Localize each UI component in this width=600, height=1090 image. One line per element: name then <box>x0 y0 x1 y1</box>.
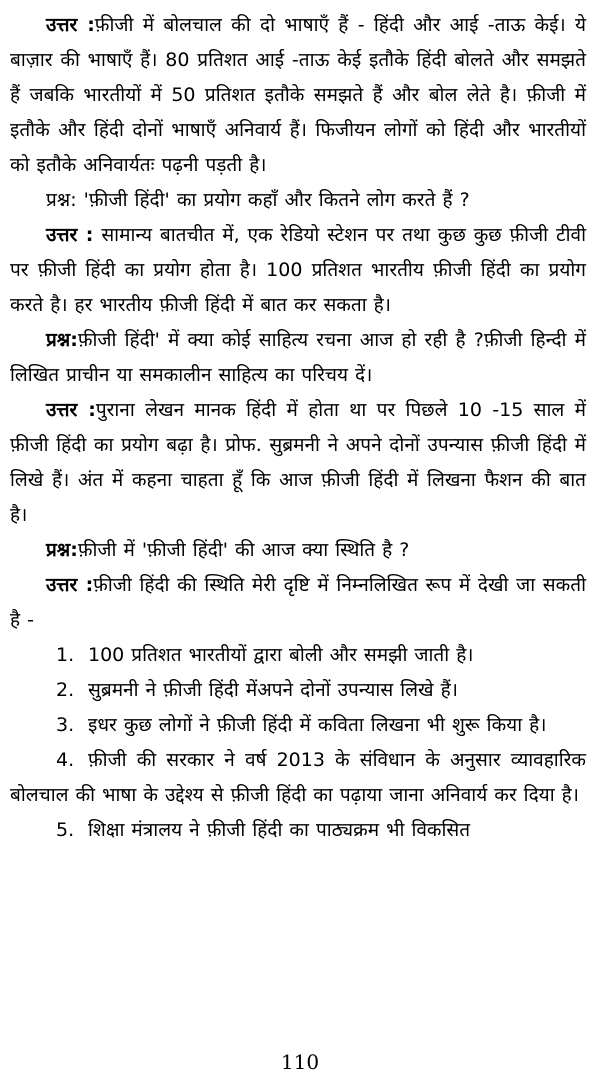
paragraph-text: पुराना लेखन मानक हिंदी में होता था पर पिछले 10 -15 साल में फ़ीजी हिंदी का प्रयोग बढ़ा है। प्रोफ. सुब्रमनी ने अपने दोनों उपन्यास फ़ीजी हिंदी में लिखे हैं। अंत में कहना चाहता हूँ कि आज फ़ीजी हिंदी में लिखना फैशन की बात है। <box>10 399 587 526</box>
list-number: 4. <box>56 749 75 771</box>
list-item <box>10 673 586 708</box>
paragraph-text: फ़ीजी में 'फ़ीजी हिंदी' की आज क्या स्थिति है ? <box>77 539 410 561</box>
list-item <box>10 743 586 813</box>
page-number: 110 <box>280 1050 320 1074</box>
list-item-text: इधर कुछ लोगों ने फ़ीजी हिंदी में कविता लिखना भी शुरू किया है। <box>88 714 547 736</box>
answer-paragraph <box>10 218 586 323</box>
paragraph-text: सामान्य बातचीत में, एक रेडियो स्टेशन पर तथा कुछ कुछ फ़ीजी टीवी पर फ़ीजी हिंदी का प्रयोग होता है। 100 प्रतिशत भारतीय फ़ीजी हिंदी का प्रयोग करते है। हर भारतीय फ़ीजी हिंदी में बात कर सकता है। <box>10 224 586 316</box>
list-item <box>10 708 586 743</box>
list-item-text: सुब्रमनी ने फ़ीजी हिंदी मेंअपने दोनों उपन्यास लिखे हैं। <box>88 679 458 701</box>
question-label: प्रश्न: <box>46 539 78 561</box>
list-item-text: शिक्षा मंत्रालय ने फ़ीजी हिंदी का पाठ्यक्रम भी विकसित <box>88 819 471 841</box>
answer-paragraph <box>10 568 586 638</box>
list-item-text: फ़ीजी की सरकार ने वर्ष 2013 के संविधान के अनुसार व्यावहारिक बोलचाल की भाषा के उद्देश्य से फ़ीजी हिंदी का पढ़ाया जाना अनिवार्य कर दिया है। <box>10 749 586 806</box>
list-number: 3. <box>56 714 75 736</box>
question-label: प्रश्न: <box>46 329 78 351</box>
paragraph-text: प्रश्न: 'फ़ीजी हिंदी' का प्रयोग कहाँ और कितने लोग करते हैं ? <box>46 189 470 211</box>
question-paragraph <box>10 323 586 393</box>
answer-label: उत्तर : <box>46 574 94 596</box>
question-paragraph <box>10 533 586 568</box>
list-number: 1. <box>56 644 75 666</box>
answer-label: उत्तर : <box>46 399 96 421</box>
list-item <box>10 638 586 673</box>
list-item-text: 100 प्रतिशत भारतीयों द्वारा बोली और समझी जाती है। <box>88 644 474 666</box>
paragraph-text: फ़ीजी हिंदी की स्थिति मेरी दृष्टि में निम्नलिखित रूप में देखी जा सकती है - <box>10 574 586 631</box>
paragraph-text: फ़ीजी में बोलचाल की दो भाषाएँ हैं - हिंदी और आई -ताऊ केई। ये बाज़ार की भाषाएँ हैं। 80 प्रतिशत आई -ताऊ केई इतौके हिंदी बोलते और समझते हैं जबकि भारतीयों में 50 प्रतिशत इतौके समझते हैं और बोल लेते है। फ़ीजी में इतौके और हिंदी दोनों भाषाएँ अनिवार्य हैं। फिजीयन लोगों को हिंदी और भारतीयों को इतौके अनिवार्यतः पढ़नी पड़ती है। <box>10 14 587 176</box>
list-item <box>10 813 586 848</box>
answer-label: उत्तर : <box>46 14 95 36</box>
answer-label: उत्तर : <box>46 224 94 246</box>
answer-paragraph <box>10 8 586 183</box>
answer-paragraph <box>10 393 586 533</box>
list-number: 5. <box>56 819 75 841</box>
paragraph-text: फ़ीजी हिंदी' में क्या कोई साहित्य रचना आज हो रही है ?फ़ीजी हिन्दी में लिखित प्राचीन या समकालीन साहित्य का परिचय दें। <box>10 329 586 386</box>
question-paragraph <box>10 183 586 218</box>
list-number: 2. <box>56 679 75 701</box>
